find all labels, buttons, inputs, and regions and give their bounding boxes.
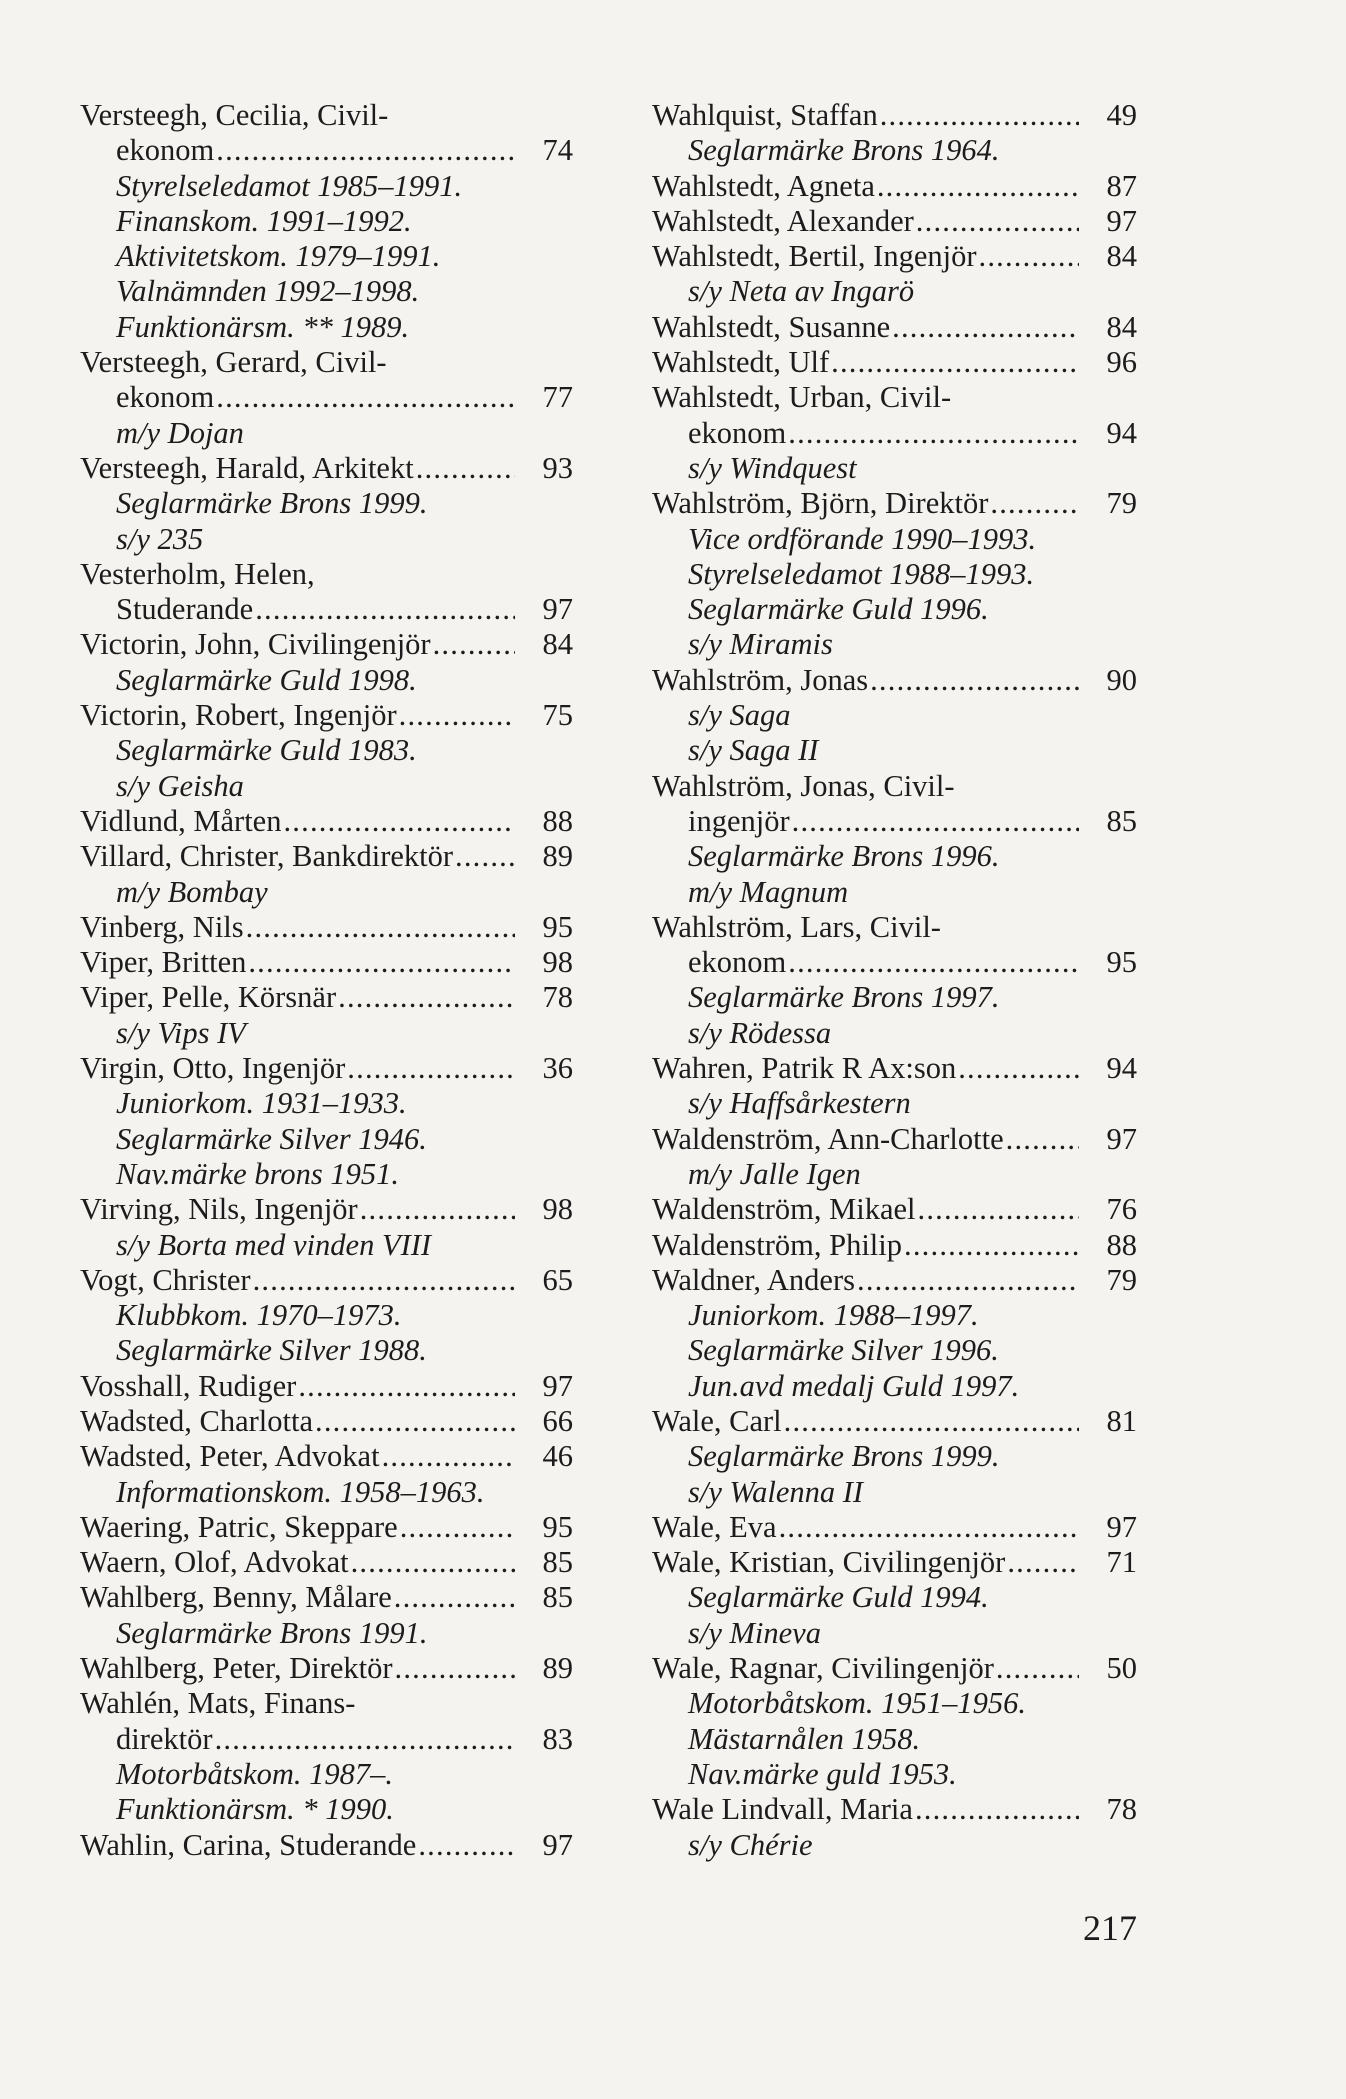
entry-note: s/y Vips IV	[116, 1015, 246, 1050]
entry-line	[652, 310, 1137, 345]
entry-name: Waering, Patric, Skeppare	[80, 1509, 398, 1544]
entry-line	[80, 557, 573, 592]
entry-line	[80, 1545, 573, 1580]
entry-line	[80, 1051, 573, 1086]
index-entry	[652, 1263, 1137, 1404]
leader-dots	[1005, 1545, 1079, 1580]
entry-note: Vice ordförande 1990–1993.	[688, 521, 1037, 556]
entry-line	[652, 769, 1137, 804]
leader-dots	[1004, 1122, 1079, 1157]
entry-line	[80, 1263, 573, 1298]
leader-dots	[214, 133, 515, 168]
entry-note: Seglarmärke Silver 1996.	[688, 1333, 999, 1368]
entry-line	[80, 627, 573, 662]
entry-page-number: 49	[1106, 98, 1137, 132]
index-entry	[80, 1404, 573, 1439]
entry-page-number: 50	[1106, 1651, 1137, 1686]
index-entry	[80, 980, 573, 1051]
entry-name-continuation: ingenjör	[688, 803, 790, 838]
entry-page-number: 95	[542, 1509, 573, 1544]
index-entry	[652, 1051, 1137, 1122]
index-entry	[652, 1122, 1137, 1193]
entry-note: m/y Magnum	[688, 874, 849, 909]
entry-page-number: 97	[542, 1827, 573, 1862]
index-entry	[80, 1369, 573, 1404]
entry-page-number: 98	[542, 1192, 573, 1227]
entry-name-continuation: direktör	[116, 1721, 213, 1756]
entry-page-number: 76	[1106, 1192, 1137, 1227]
leader-dots	[416, 1828, 515, 1863]
entry-line	[80, 980, 573, 1015]
entry-note: Juniorkom. 1931–1933.	[116, 1086, 407, 1121]
entry-page-number: 89	[542, 839, 573, 874]
entry-line	[80, 698, 573, 733]
entry-name: Victorin, John, Civilingenjör	[80, 627, 431, 662]
entry-note: s/y Saga II	[688, 733, 819, 768]
entry-name: Wahlström, Björn, Direktör	[652, 486, 989, 521]
entry-page-number: 97	[542, 592, 573, 627]
entry-name-continuation: ekonom	[688, 945, 787, 980]
entry-name: Waldenström, Philip	[652, 1227, 903, 1262]
entry-name: Wahlberg, Benny, Målare	[80, 1580, 392, 1615]
entry-continuation-line	[80, 133, 573, 168]
entry-note: s/y Rödessa	[688, 1015, 832, 1050]
entry-name-continuation: ekonom	[688, 415, 787, 450]
index-entry	[80, 804, 573, 839]
index-entry	[80, 910, 573, 945]
leader-dots	[380, 1439, 515, 1474]
leader-dots	[296, 1369, 515, 1404]
entry-name: Vesterholm, Helen,	[80, 556, 315, 591]
leader-dots	[214, 380, 515, 415]
entry-page-number: 81	[1106, 1403, 1137, 1438]
entry-line	[652, 1545, 1137, 1580]
index-entry	[652, 910, 1137, 1051]
entry-line	[80, 1439, 573, 1474]
entry-page-number: 65	[542, 1262, 573, 1297]
entry-page-number: 78	[1106, 1792, 1137, 1827]
leader-dots	[398, 1510, 515, 1545]
leader-dots	[453, 839, 515, 874]
index-entry	[652, 310, 1137, 345]
entry-note: Jun.avd medalj Guld 1997.	[688, 1368, 1020, 1403]
entry-name: Wahren, Patrik R Ax:son	[652, 1051, 957, 1086]
entry-name: Wahlström, Jonas, Civil-	[652, 768, 955, 803]
leader-dots	[868, 663, 1079, 698]
entry-note: Styrelseledamot 1988–1993.	[688, 556, 1035, 591]
entry-note: Motorbåtskom. 1987–.	[116, 1756, 394, 1791]
entry-note: Nav.märke brons 1951.	[116, 1156, 399, 1191]
entry-name: Wahlstedt, Alexander	[652, 203, 914, 238]
entry-continuation-line	[80, 380, 573, 415]
leader-dots	[977, 239, 1080, 274]
index-entry	[80, 451, 573, 557]
entry-name: Viper, Britten	[80, 945, 247, 980]
leader-dots	[345, 1051, 515, 1086]
entry-page-number: 90	[1106, 662, 1137, 697]
entry-name: Wahlstedt, Urban, Civil-	[652, 380, 952, 415]
leader-dots	[397, 698, 515, 733]
index-column-left	[80, 98, 573, 1863]
entry-page-number: 84	[1106, 309, 1137, 344]
entry-line	[80, 1192, 573, 1227]
entry-page-number: 88	[542, 803, 573, 838]
entry-note: Seglarmärke Brons 1999.	[116, 486, 428, 521]
entry-line	[652, 663, 1137, 698]
entry-note: Seglarmärke Brons 1999.	[688, 1439, 1000, 1474]
index-entry	[80, 1510, 573, 1545]
leader-dots	[244, 910, 515, 945]
leader-dots	[358, 1192, 515, 1227]
index-entry	[80, 1828, 573, 1863]
leader-dots	[786, 416, 1079, 451]
entry-page-number: 36	[542, 1051, 573, 1086]
entry-name: Vosshall, Rudiger	[80, 1368, 297, 1403]
entry-page-number: 85	[542, 1545, 573, 1580]
entry-name: Versteegh, Cecilia, Civil-	[80, 98, 389, 132]
entry-line	[80, 1369, 573, 1404]
entry-continuation-line	[80, 1722, 573, 1757]
leader-dots	[878, 98, 1079, 133]
entry-page-number: 77	[542, 380, 573, 415]
entry-line	[80, 1580, 573, 1615]
leader-dots	[392, 1580, 515, 1615]
entry-note: Nav.märke guld 1953.	[688, 1756, 957, 1791]
entry-continuation-line	[652, 416, 1137, 451]
leader-dots	[782, 1404, 1079, 1439]
index-entry	[652, 1792, 1137, 1863]
entry-name: Wahlström, Jonas	[652, 662, 869, 697]
index-entry	[652, 169, 1137, 204]
index-entry	[80, 557, 573, 628]
entry-name: Waldenström, Mikael	[652, 1192, 916, 1227]
entry-note: Seglarmärke Brons 1997.	[688, 980, 1000, 1015]
entry-page-number: 87	[1106, 168, 1137, 203]
index-entry	[80, 345, 573, 451]
index-entry	[652, 204, 1137, 239]
entry-page-number: 84	[542, 627, 573, 662]
entry-line	[652, 1404, 1137, 1439]
entry-page-number: 95	[542, 909, 573, 944]
index-entry	[80, 1580, 573, 1651]
entry-name: Wale, Eva	[652, 1509, 777, 1544]
index-entry	[80, 1263, 573, 1369]
entry-name-continuation: ekonom	[116, 133, 215, 168]
entry-note: Seglarmärke Brons 1996.	[688, 839, 1000, 874]
entry-note: s/y 235	[116, 521, 204, 556]
entry-page-number: 89	[542, 1651, 573, 1686]
index-entry	[80, 98, 573, 345]
entry-name: Viper, Pelle, Körsnär	[80, 980, 337, 1015]
entry-line	[652, 169, 1137, 204]
entry-line	[80, 804, 573, 839]
entry-line	[652, 1792, 1137, 1827]
leader-dots	[251, 1263, 515, 1298]
leader-dots	[902, 1228, 1079, 1263]
entry-page-number: 88	[1106, 1227, 1137, 1262]
index-entry	[652, 1192, 1137, 1227]
leader-dots	[786, 945, 1079, 980]
entry-name: Wale, Carl	[652, 1403, 782, 1438]
entry-note: Seglarmärke Guld 1996.	[688, 592, 989, 627]
entry-line	[652, 380, 1137, 415]
entry-note: Juniorkom. 1988–1997.	[688, 1298, 979, 1333]
entry-name: Wale Lindvall, Maria	[652, 1792, 913, 1827]
entry-note: Informationskom. 1958–1963.	[116, 1474, 485, 1509]
entry-note: Seglarmärke Brons 1991.	[116, 1615, 428, 1650]
leader-dots	[875, 169, 1079, 204]
leader-dots	[253, 592, 515, 627]
entry-page-number: 66	[542, 1403, 573, 1438]
index-entry	[652, 1404, 1137, 1510]
entry-note: Klubbkom. 1970–1973.	[116, 1298, 402, 1333]
entry-note: m/y Jalle Igen	[688, 1156, 861, 1191]
index-entry	[652, 1651, 1137, 1792]
entry-note: m/y Dojan	[116, 415, 244, 450]
entry-page-number: 96	[1106, 345, 1137, 380]
leader-dots	[349, 1545, 515, 1580]
entry-note: Aktivitetskom. 1979–1991.	[116, 239, 441, 274]
entry-name-continuation: Studerande	[116, 592, 254, 627]
entry-continuation-line	[652, 945, 1137, 980]
leader-dots	[855, 1263, 1079, 1298]
entry-name: Wadsted, Peter, Advokat	[80, 1439, 380, 1474]
entry-page-number: 94	[1106, 415, 1137, 450]
entry-page-number: 97	[1106, 1509, 1137, 1544]
entry-continuation-line	[80, 592, 573, 627]
entry-note: Seglarmärke Guld 1994.	[688, 1580, 989, 1615]
entry-page-number: 85	[1106, 803, 1137, 838]
index-entry	[80, 839, 573, 910]
entry-line	[652, 1263, 1137, 1298]
index-entry	[652, 663, 1137, 769]
entry-note: s/y Neta av Ingarö	[688, 274, 915, 309]
entry-line	[652, 204, 1137, 239]
entry-note: Funktionärsm. ** 1989.	[116, 309, 410, 344]
entry-note: Seglarmärke Silver 1988.	[116, 1333, 427, 1368]
index-entry	[80, 698, 573, 804]
leader-dots	[777, 1510, 1079, 1545]
leader-dots	[956, 1051, 1079, 1086]
entry-line	[652, 910, 1137, 945]
entry-page-number: 78	[542, 980, 573, 1015]
entry-note: s/y Walenna II	[688, 1474, 864, 1509]
index-entry	[80, 1192, 573, 1263]
entry-line	[80, 910, 573, 945]
leader-dots	[393, 1651, 515, 1686]
entry-line	[80, 1828, 573, 1863]
entry-name: Wahlstedt, Susanne	[652, 309, 891, 344]
entry-name: Waern, Olof, Advokat	[80, 1545, 349, 1580]
entry-note: Seglarmärke Brons 1964.	[688, 133, 1000, 168]
leader-dots	[829, 345, 1079, 380]
leader-dots	[890, 310, 1079, 345]
leader-dots	[246, 945, 515, 980]
entry-line	[652, 1122, 1137, 1157]
index-entry	[80, 1439, 573, 1510]
index-entry	[652, 1228, 1137, 1263]
entry-name: Virgin, Otto, Ingenjör	[80, 1051, 346, 1086]
index-entry	[80, 627, 573, 698]
entry-name: Vidlund, Mårten	[80, 803, 282, 838]
entry-page-number: 95	[1106, 945, 1137, 980]
entry-name: Wahlstedt, Bertil, Ingenjör	[652, 239, 977, 274]
entry-note: Seglarmärke Guld 1998.	[116, 662, 417, 697]
index-entry	[652, 1510, 1137, 1545]
leader-dots	[336, 980, 515, 1015]
entry-page-number: 97	[1106, 203, 1137, 238]
entry-name: Vinberg, Nils	[80, 909, 244, 944]
entry-note: s/y Chérie	[688, 1827, 813, 1862]
entry-page-number: 79	[1106, 1262, 1137, 1297]
entry-name: Wale, Kristian, Civilingenjör	[652, 1545, 1006, 1580]
leader-dots	[988, 486, 1079, 521]
leader-dots	[790, 804, 1079, 839]
index-entry	[80, 945, 573, 980]
page-number: 217	[1083, 1908, 1137, 1948]
entry-name: Versteegh, Gerard, Civil-	[80, 345, 387, 380]
entry-name: Wahlberg, Peter, Direktör	[80, 1651, 393, 1686]
entry-line	[80, 1510, 573, 1545]
leader-dots	[914, 204, 1079, 239]
entry-page-number: 74	[542, 133, 573, 168]
entry-line	[80, 1404, 573, 1439]
entry-name: Wahlstedt, Ulf	[652, 345, 830, 380]
entry-name: Versteegh, Harald, Arkitekt	[80, 450, 414, 485]
index-entry	[652, 345, 1137, 380]
entry-name: Wahlén, Mats, Finans-	[80, 1686, 356, 1721]
entry-page-number: 93	[542, 450, 573, 485]
entry-note: s/y Miramis	[688, 627, 833, 662]
entry-note: Motorbåtskom. 1951–1956.	[688, 1686, 1027, 1721]
entry-name: Waldner, Anders	[652, 1262, 855, 1297]
entry-line	[80, 1651, 573, 1686]
entry-note: Seglarmärke Guld 1983.	[116, 733, 417, 768]
entry-page-number: 97	[1106, 1121, 1137, 1156]
entry-page-number: 98	[542, 945, 573, 980]
entry-line	[652, 239, 1137, 274]
entry-page-number: 94	[1106, 1051, 1137, 1086]
index-entry	[80, 1051, 573, 1192]
leader-dots	[281, 804, 515, 839]
entry-name: Wahlstedt, Agneta	[652, 168, 875, 203]
entry-line	[80, 945, 573, 980]
leader-dots	[913, 1792, 1079, 1827]
entry-note: s/y Mineva	[688, 1615, 821, 1650]
entry-line	[652, 1228, 1137, 1263]
entry-name: Wale, Ragnar, Civilingenjör	[652, 1651, 994, 1686]
index-entry	[652, 1545, 1137, 1651]
entry-page-number: 84	[1106, 239, 1137, 274]
entry-page-number: 79	[1106, 486, 1137, 521]
leader-dots	[213, 1722, 515, 1757]
leader-dots	[916, 1192, 1079, 1227]
entry-name: Wahlström, Lars, Civil-	[652, 909, 941, 944]
leader-dots	[994, 1651, 1079, 1686]
entry-line	[652, 1651, 1137, 1686]
entry-note: s/y Geisha	[116, 768, 244, 803]
index-entry	[652, 98, 1137, 169]
entry-line	[80, 345, 573, 380]
entry-line	[80, 451, 573, 486]
entry-line	[80, 839, 573, 874]
entry-note: Mästarnålen 1958.	[688, 1721, 921, 1756]
entry-note: Finanskom. 1991–1992.	[116, 203, 412, 238]
entry-note: s/y Saga	[688, 698, 791, 733]
entry-name: Virving, Nils, Ingenjör	[80, 1192, 358, 1227]
entry-note: Seglarmärke Silver 1946.	[116, 1121, 427, 1156]
entry-line	[652, 486, 1137, 521]
entry-note: m/y Bombay	[116, 874, 268, 909]
index-entry	[652, 486, 1137, 662]
leader-dots	[313, 1404, 515, 1439]
entry-note: s/y Windquest	[688, 450, 857, 485]
entry-line	[652, 98, 1137, 133]
entry-name: Waldenström, Ann-Charlotte	[652, 1121, 1004, 1156]
entry-line	[80, 98, 573, 133]
leader-dots	[414, 451, 515, 486]
entry-page-number: 75	[542, 698, 573, 733]
entry-note: s/y Borta med vinden VIII	[116, 1227, 432, 1262]
entry-page-number: 85	[542, 1580, 573, 1615]
entry-line	[652, 1510, 1137, 1545]
index-entry	[80, 1651, 573, 1686]
entry-name: Wadsted, Charlotta	[80, 1403, 314, 1438]
index-entry	[652, 769, 1137, 910]
entry-name-continuation: ekonom	[116, 380, 215, 415]
entry-page-number: 83	[542, 1721, 573, 1756]
entry-line	[652, 1051, 1137, 1086]
index-column-right	[652, 98, 1137, 1863]
entry-name: Wahlquist, Staffan	[652, 98, 878, 132]
entry-continuation-line	[652, 804, 1137, 839]
entry-note: Valnämnden 1992–1998.	[116, 274, 420, 309]
entry-line	[652, 1192, 1137, 1227]
entry-name: Wahlin, Carina, Studerande	[80, 1827, 417, 1862]
leader-dots	[431, 627, 515, 662]
entry-page-number: 71	[1106, 1545, 1137, 1580]
entry-line	[80, 1686, 573, 1721]
entry-name: Villard, Christer, Bankdirektör	[80, 839, 454, 874]
entry-name: Victorin, Robert, Ingenjör	[80, 698, 397, 733]
index-entry	[652, 239, 1137, 310]
entry-page-number: 97	[542, 1368, 573, 1403]
entry-line	[652, 345, 1137, 380]
entry-note: Funktionärsm. * 1990.	[116, 1792, 394, 1827]
index-entry	[652, 380, 1137, 486]
entry-page-number: 46	[542, 1439, 573, 1474]
entry-name: Vogt, Christer	[80, 1262, 251, 1297]
index-entry	[80, 1545, 573, 1580]
entry-note: s/y Haffsårkestern	[688, 1086, 911, 1121]
index-entry	[80, 1686, 573, 1827]
entry-note: Styrelseledamot 1985–1991.	[116, 168, 463, 203]
